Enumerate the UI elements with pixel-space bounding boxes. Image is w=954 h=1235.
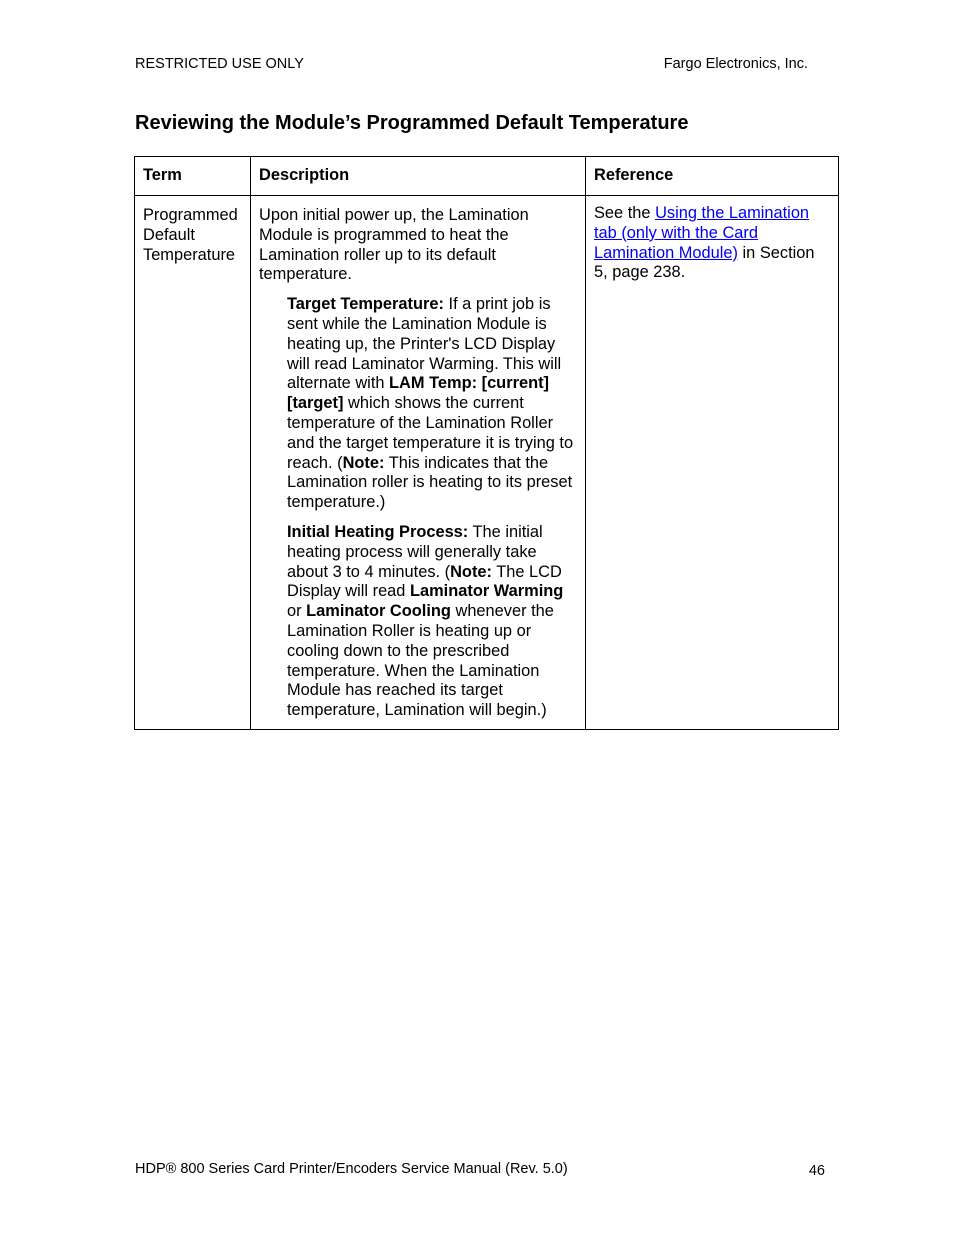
table-row	[135, 196, 839, 730]
target-temperature-label: Target Temperature:	[287, 295, 444, 314]
column-header-term: Term	[135, 157, 251, 196]
table-header-row	[135, 157, 839, 196]
target-temperature-paragraph	[287, 295, 577, 513]
initial-text-4: whenever the Lamination Roller is heating up or cooling down to the prescribed temperature. When the Lamination Module has reached its target temperature, Lamination will begin.)	[287, 602, 554, 720]
term-table	[134, 156, 839, 730]
description-intro: Upon initial power up, the Lamination Module is programmed to heat the Lamination roller up to its default temperature.	[259, 206, 529, 284]
section-title: Reviewing the Module’s Programmed Default Temperature	[135, 112, 689, 134]
initial-heating-paragraph	[287, 523, 577, 721]
header-restricted-notice: RESTRICTED USE ONLY	[135, 56, 304, 72]
initial-heating-label: Initial Heating Process:	[287, 522, 469, 541]
lam-temp-label: LAM Temp: [current] [target]	[287, 374, 549, 413]
target-text-3: This indicates that the Lamination roller is heating to its preset temperature.)	[287, 453, 573, 512]
note-label: Note:	[342, 453, 385, 472]
laminator-cooling-label: Laminator Cooling	[306, 602, 451, 621]
reference-prefix: See the	[594, 204, 656, 222]
term-cell	[135, 196, 251, 730]
footer-manual-title: HDP® 800 Series Card Printer/Encoders Service Manual (Rev. 5.0)	[135, 1161, 568, 1177]
initial-text-3: or	[287, 602, 307, 621]
initial-text-2: The LCD Display will read	[287, 562, 562, 601]
reference-cell	[586, 196, 839, 730]
lamination-tab-link[interactable]: Using the Lamination tab (only with the Card Lamination Module)	[594, 204, 810, 262]
term-line: Default	[143, 225, 195, 244]
page-number: 46	[808, 1163, 825, 1179]
term-line: Temperature	[143, 245, 236, 264]
column-header-description: Description	[251, 157, 586, 196]
description-cell	[251, 196, 586, 730]
target-text-2: which shows the current temperature of the Lamination Roller and the target temperature it is trying to reach. (	[287, 394, 574, 472]
reference-suffix: in Section 5, page 238.	[594, 243, 815, 282]
term-line: Programmed	[143, 206, 238, 224]
initial-text-1: The initial heating process will generally take about 3 to 4 minutes. (	[287, 522, 543, 581]
column-header-reference: Reference	[586, 157, 839, 196]
note-label: Note:	[450, 562, 492, 581]
target-text-1: If a print job is sent while the Lamination Module is heating up, the Printer's LCD Display will read Laminator Warming. This will alternate with	[287, 295, 562, 393]
laminator-warming-label: Laminator Warming	[409, 582, 564, 601]
header-company-name: Fargo Electronics, Inc.	[663, 56, 808, 72]
